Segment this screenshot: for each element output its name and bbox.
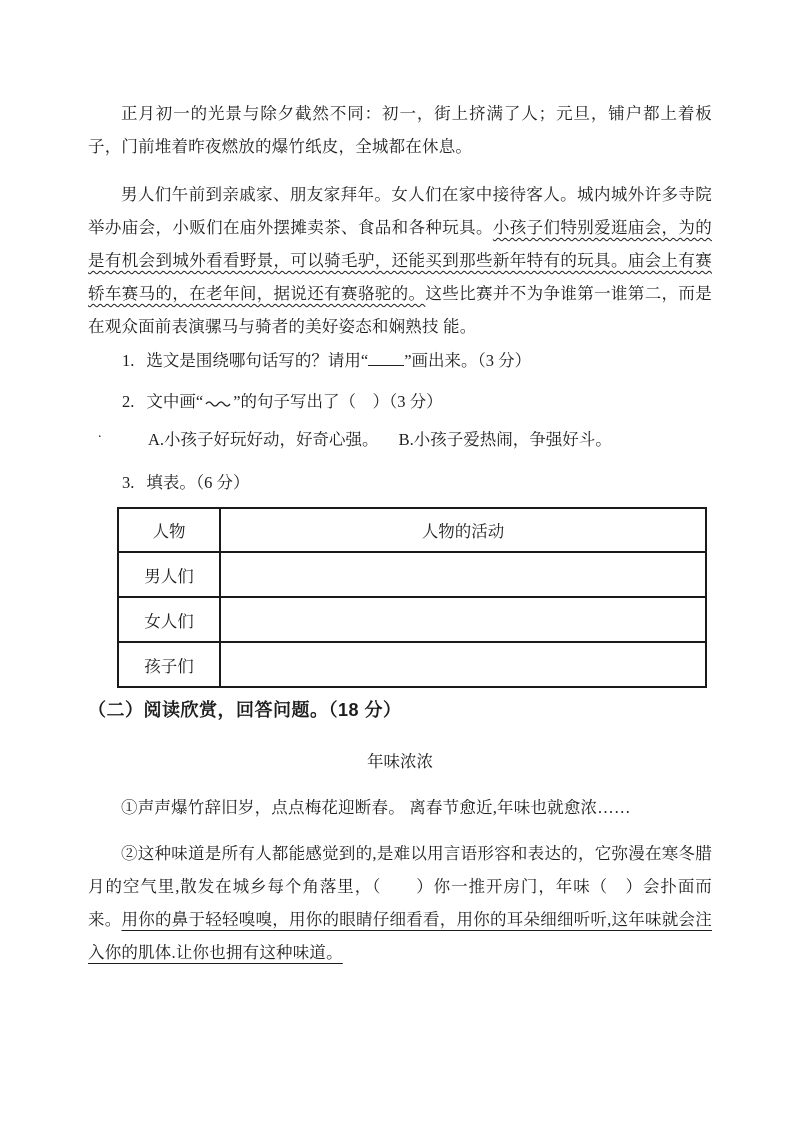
question-1-text-pre: 选文是围绕哪句话写的？请用“ — [146, 351, 369, 370]
question-3-number: 3. — [122, 473, 135, 492]
passage-wavy-underlined-sentence: 小孩子们特别爱逛庙会，为的是有机会到城外看看野景，可以骑毛驴，还能买到那些新年特有的玩具。庙会上有赛轿车赛马的，在老年间，据说还有赛骆驼的。 — [88, 218, 712, 303]
underline-blank-icon — [368, 350, 404, 366]
table-row-label-men: 男人们 — [118, 552, 220, 597]
passage-2-paragraph-1 — [88, 791, 712, 824]
question-2-number: 2. — [122, 392, 135, 411]
passage-paragraph-1-text: 正月初一的光景与除夕截然不同：初一，街上挤满了人；元旦，铺户都上着板子，门前堆着昨夜燃放的爆竹纸皮，全城都在休息。 — [88, 104, 712, 156]
table-header-row — [118, 508, 706, 552]
stray-dot: . — [98, 426, 102, 441]
passage-2-paragraph-2 — [88, 837, 712, 969]
question-2 — [88, 390, 746, 414]
table-answer-cell-children — [220, 642, 706, 687]
question-2-text-pre: 文中画“ — [146, 392, 204, 411]
passage-2-paragraph-2-plain: ②这种味道是所有人都能感觉到的,是难以用言语形容和表达的，它弥漫在寒冬腊月的空气里,散发在城乡每个角落里，（ ）你一推开房门，年味（ ）会扑面而来。 — [88, 844, 712, 929]
question-2-options — [88, 426, 772, 450]
table-row — [118, 642, 706, 687]
question-1 — [88, 349, 746, 373]
table-answer-cell-women — [220, 597, 706, 642]
question-2-text-post: ”的句子写出了（ ）（3 分） — [233, 392, 443, 411]
question-1-text-post: ”画出来。（3 分） — [404, 351, 532, 370]
question-3-text: 填表。（6 分） — [146, 473, 250, 492]
passage-paragraph-2-plain: 男人们午前到亲戚家、朋友家拜年。女人们在家中接待客人。城内城外许多寺院举办庙会，小贩们在庙外摆摊卖茶、食品和各种玩具。 — [88, 185, 712, 237]
table-row — [118, 597, 706, 642]
table-row-label-women: 女人们 — [118, 597, 220, 642]
passage-2-paragraph-1-text: ①声声爆竹辞旧岁，点点梅花迎断春。 离春节愈近,年味也就愈浓…… — [121, 798, 631, 817]
passage-paragraph-2-tail: 这些比赛并不为争谁第一谁第二，而是在观众面前表演骡马与骑者的美好姿态和娴熟技 能。 — [88, 284, 712, 336]
option-a: A.小孩子好玩好动，好奇心强。 — [148, 430, 379, 449]
table-header-activity: 人物的活动 — [220, 508, 706, 552]
passage-2-underlined-sentence: 用你的鼻于轻轻嗅嗅，用你的眼睛仔细看看，用你的耳朵细细听听,这年味就会注入你的肌体.让你也拥有这种味道。 — [88, 910, 712, 962]
table-header-person: 人物 — [118, 508, 220, 552]
fill-in-table — [117, 507, 707, 688]
table-row — [118, 552, 706, 597]
option-b: B.小孩子爱热闹，争强好斗。 — [398, 430, 612, 449]
question-1-number: 1. — [122, 351, 135, 370]
wavy-line-icon — [205, 398, 231, 407]
table-row-label-children: 孩子们 — [118, 642, 220, 687]
passage-paragraph-1 — [88, 97, 712, 163]
table-answer-cell-men — [220, 552, 706, 597]
passage-2-title: 年味浓浓 — [367, 752, 433, 771]
section-2-heading: （二）阅读欣赏，回答问题。（18 分） — [88, 700, 402, 720]
question-3 — [88, 471, 746, 495]
passage-paragraph-2 — [88, 178, 712, 343]
